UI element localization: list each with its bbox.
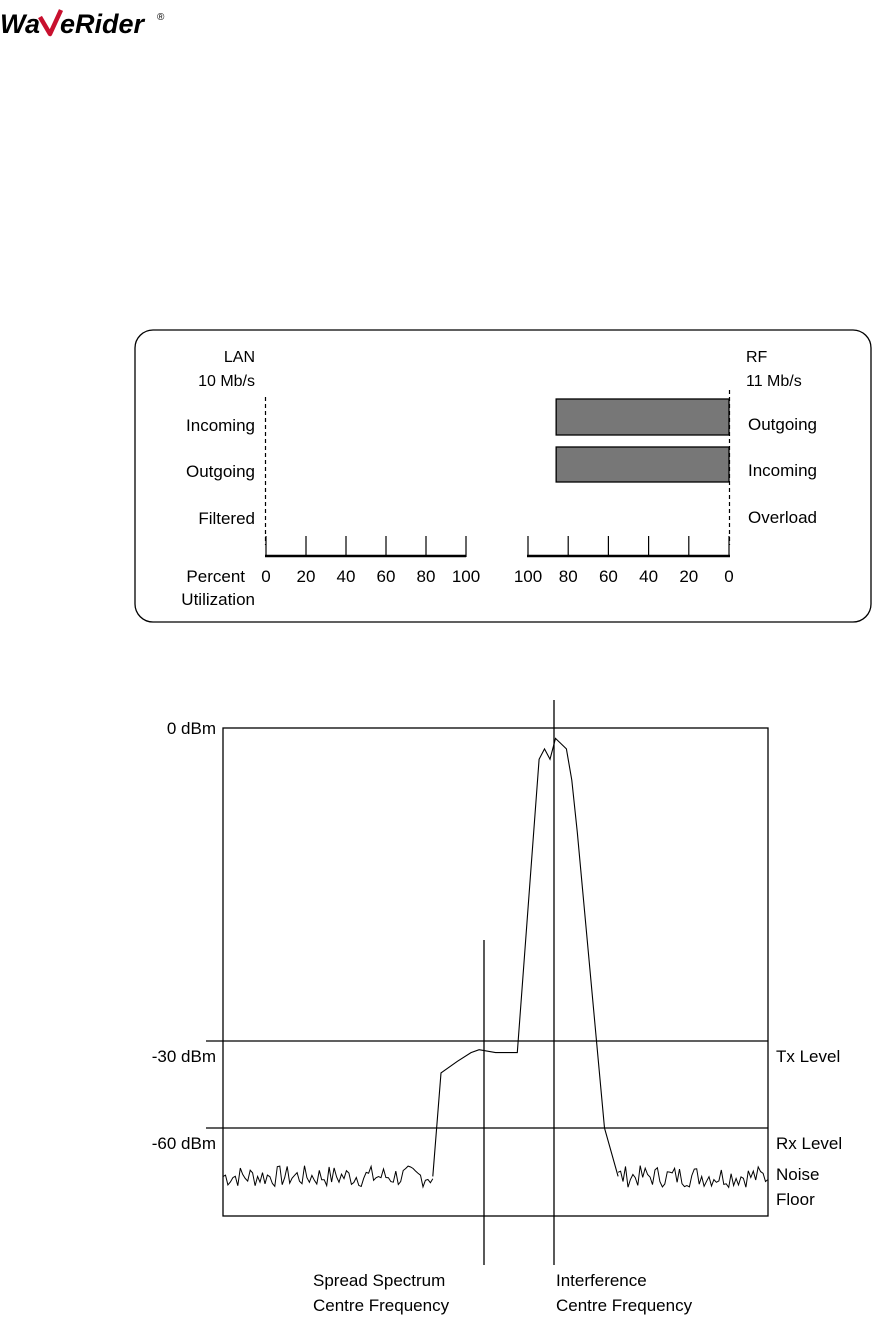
axis-label-utilization: Utilization: [181, 590, 255, 609]
interference-label-line1: Interference: [556, 1271, 647, 1290]
axis-label-percent: Percent: [186, 567, 245, 586]
spectrum-noise-right-trace: [618, 1166, 768, 1188]
lan-row-incoming: Incoming: [186, 416, 255, 435]
noise-floor-label-line2: Floor: [776, 1190, 815, 1209]
lan-tick-label-60: 60: [376, 567, 396, 586]
rf-tick-label-0: 0: [724, 567, 734, 586]
rf-speed: 11 Mb/s: [746, 373, 802, 390]
logo-prefix: Wa: [0, 9, 41, 39]
rf-row-incoming: Incoming: [748, 461, 817, 480]
spectrum-signal-trace: [433, 738, 618, 1176]
rf-title: RF: [746, 349, 768, 366]
rx-level-label: Rx Level: [776, 1134, 843, 1153]
rf-row-overload: Overload: [748, 508, 817, 527]
y-label-minus60dbm: -60 dBm: [151, 1134, 216, 1153]
rf-row-outgoing: Outgoing: [748, 415, 817, 434]
lan-title: LAN: [223, 349, 255, 366]
lan-row-filtered: Filtered: [198, 509, 255, 528]
lan-tick-label-20: 20: [296, 567, 316, 586]
rf-tick-label-60: 60: [598, 567, 618, 586]
tx-level-label: Tx Level: [776, 1047, 841, 1066]
y-label-0dbm: 0 dBm: [166, 719, 216, 738]
logo-suffix: eRider: [60, 9, 145, 39]
y-label-minus30dbm: -30 dBm: [151, 1047, 216, 1066]
spectrum-plot-frame: [223, 728, 768, 1216]
lan-tick-label-40: 40: [336, 567, 356, 586]
logo-registered-mark: ®: [157, 12, 165, 23]
spectrum-noise-left-trace: [223, 1166, 433, 1187]
rf-tick-label-80: 80: [558, 567, 578, 586]
rf-tick-label-20: 20: [679, 567, 699, 586]
interference-label-line2: Centre Frequency: [556, 1296, 693, 1315]
lan-tick-label-80: 80: [416, 567, 436, 586]
rf-tick-label-40: 40: [639, 567, 659, 586]
lan-speed: 10 Mb/s: [198, 373, 255, 390]
lan-tick-label-100: 100: [451, 567, 481, 586]
rf-tick-label-100: 100: [513, 567, 543, 586]
lan-row-outgoing: Outgoing: [186, 462, 255, 481]
spread-spectrum-label-line1: Spread Spectrum: [313, 1271, 446, 1290]
lan-tick-label-0: 0: [261, 567, 271, 586]
noise-floor-label-line1: Noise: [776, 1165, 820, 1184]
spread-spectrum-label-line2: Centre Frequency: [313, 1296, 450, 1315]
